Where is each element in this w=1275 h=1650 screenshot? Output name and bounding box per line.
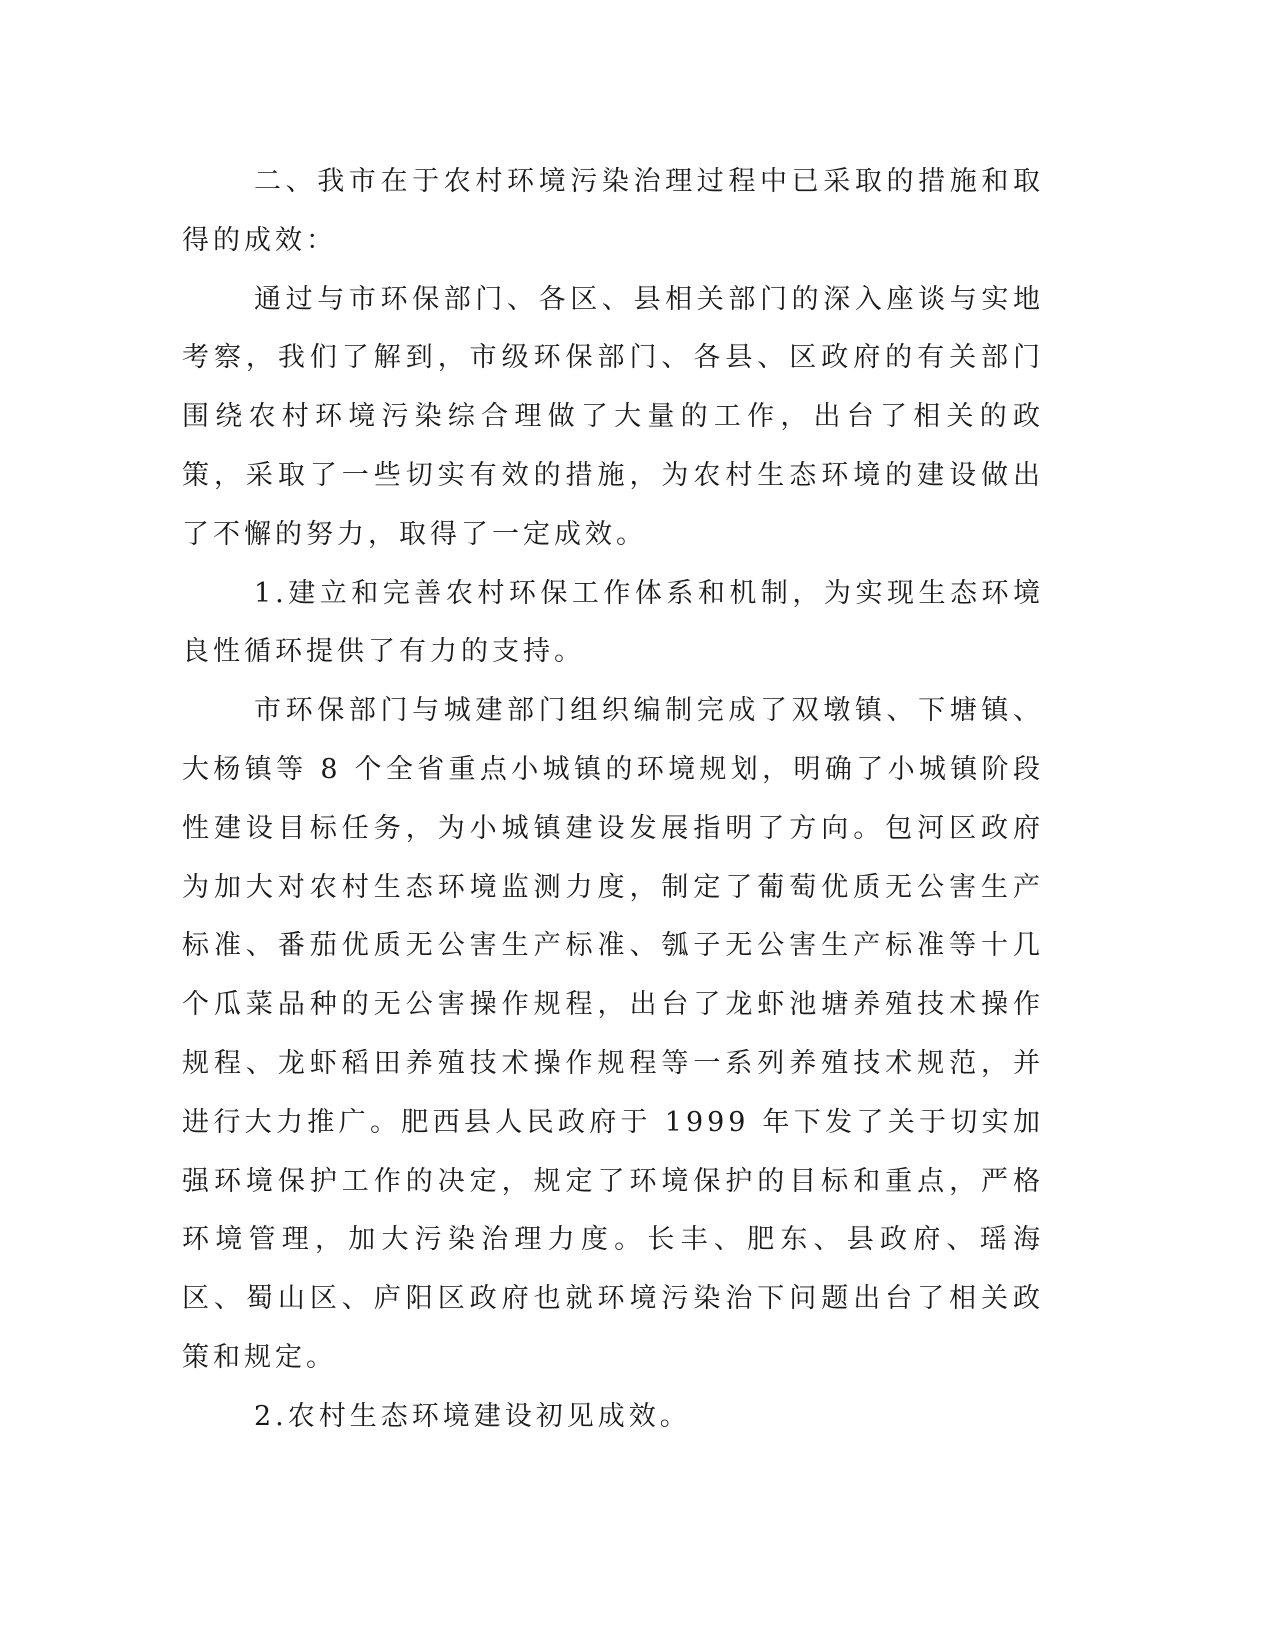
- section-heading-paragraph: 二、我市在于农村环境污染治理过程中已采取的措施和取得的成效：: [182, 166, 1044, 256]
- body-paragraph: 通过与市环保部门、各区、县相关部门的深入座谈与实地考察，我们了解到，市级环保部门、各县、区政府的有关部门围绕农村环境污染综合理做了大量的工作，出台了相关的政策，采取了一些切实有效的措施，为农村生态环境的建设做出了不懈的努力，取得了一定成效。: [182, 283, 1044, 550]
- subheading-paragraph: 1.建立和完善农村环保工作体系和机制，为实现生态环境良性循环提供了有力的支持。: [182, 577, 1044, 668]
- document-body: [182, 153, 1044, 1447]
- subheading-paragraph: 2.农村生态环境建设初见成效。: [254, 1400, 691, 1432]
- body-paragraph: 市环保部门与城建部门组织编制完成了双墩镇、下塘镇、大杨镇等 8 个全省重点小城镇的环境规划，明确了小城镇阶段性建设目标任务，为小城镇建设发展指明了方向。包河区政府为加大对农村生态环境监测力度，制定了葡萄优质无公害生产标准、番茄优质无公害生产标准、瓠子无公害生产标准等十几个瓜菜品种的无公害操作规程，出台了龙虾池塘养殖技术操作规程、龙虾稻田养殖技术操作规程等一系列养殖技术规范，并进行大力推广。肥西县人民政府于 1999 年下发了关于切实加强环境保护工作的决定，规定了环境保护的目标和重点，严格环境管理，加大污染治理力度。长丰、肥东、县政府、瑶海区、蜀山区、庐阳区政府也就环境污染治下问题出台了相关政策和规定。: [182, 695, 1044, 1373]
